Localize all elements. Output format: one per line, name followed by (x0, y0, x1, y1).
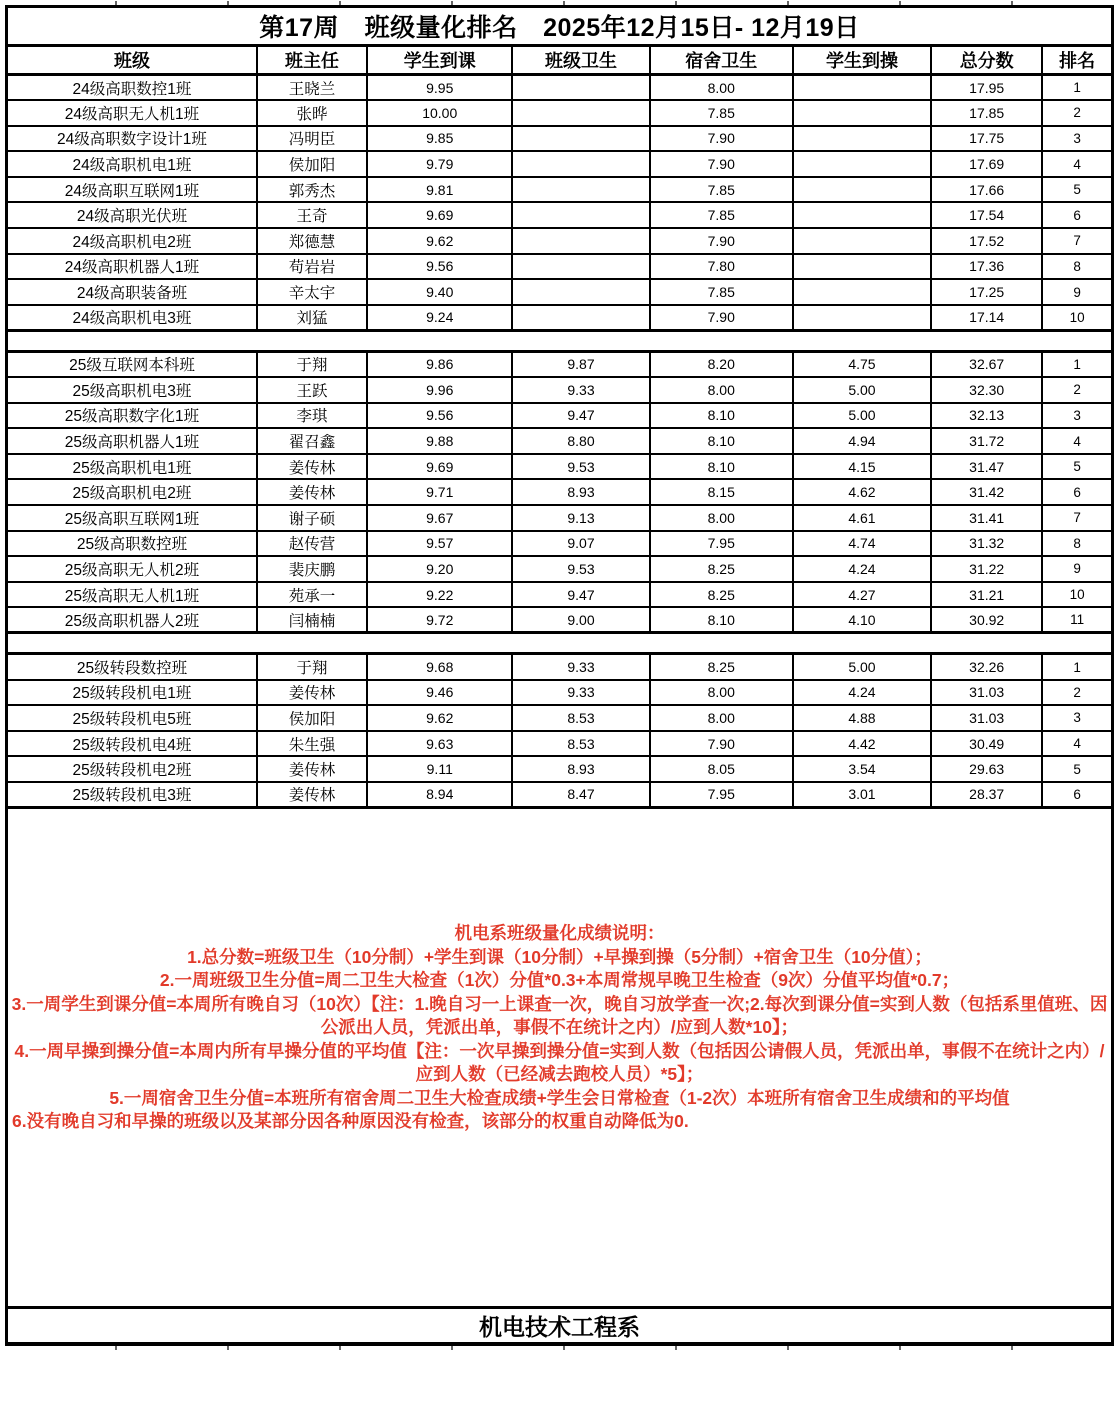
cell-total-score: 17.14 (931, 305, 1042, 331)
cell-attendance: 9.62 (367, 228, 512, 254)
cell-class-hygiene: 9.07 (512, 531, 649, 557)
notes-title: 机电系班级量化成绩说明： (454, 923, 665, 944)
cell-class-hygiene: 8.93 (512, 756, 649, 782)
cell-exercise: 3.54 (793, 756, 931, 782)
cell-exercise: 4.24 (793, 556, 931, 582)
cell-class-hygiene (512, 177, 649, 203)
cell-class: 25级转段机电1班 (7, 680, 257, 706)
cell-attendance: 9.67 (367, 505, 512, 531)
cell-attendance: 9.11 (367, 756, 512, 782)
table-row (7, 305, 1113, 331)
column-header-teacher: 班主任 (257, 46, 367, 75)
cell-exercise (793, 254, 931, 280)
cell-total-score: 17.95 (931, 75, 1042, 101)
cell-dorm-hygiene: 8.00 (650, 75, 793, 101)
notes-block (8, 809, 1111, 1134)
cell-attendance: 8.94 (367, 782, 512, 808)
column-header-total-score: 总分数 (931, 46, 1042, 75)
cell-teacher: 苟岩岩 (257, 254, 367, 280)
cell-attendance: 9.56 (367, 254, 512, 280)
cell-total-score: 31.41 (931, 505, 1042, 531)
cell-dorm-hygiene: 7.95 (650, 531, 793, 557)
cell-class: 25级转段机电4班 (7, 731, 257, 757)
cell-teacher: 姜传林 (257, 454, 367, 480)
note-line-5: 5.一周宿舍卫生分值=本班所有宿舍周二卫生大检查成绩+学生会日常检查（1-2次）本班所有宿舍卫生成绩和的平均值 (109, 1087, 1010, 1108)
cell-class-hygiene (512, 100, 649, 126)
cell-teacher: 于翔 (257, 351, 367, 377)
cell-class-hygiene (512, 75, 649, 101)
table-row (7, 531, 1113, 557)
cell-exercise: 4.24 (793, 680, 931, 706)
cell-class: 25级转段机电2班 (7, 756, 257, 782)
cell-class-hygiene (512, 202, 649, 228)
cell-rank: 9 (1042, 556, 1112, 582)
cell-class: 24级高职机电3班 (7, 305, 257, 331)
cell-total-score: 31.32 (931, 531, 1042, 557)
table-row (7, 705, 1113, 731)
cell-class: 24级高职无人机1班 (7, 100, 257, 126)
cell-rank: 8 (1042, 531, 1112, 557)
cell-dorm-hygiene: 7.80 (650, 254, 793, 280)
table-row (7, 505, 1113, 531)
cell-class-hygiene (512, 228, 649, 254)
column-header-rank: 排名 (1042, 46, 1112, 75)
cell-class-hygiene (512, 305, 649, 331)
table-row (7, 782, 1113, 808)
note-line-2: 2.一周班级卫生分值=周二卫生大检查（1次）分值*0.3+本周常规早晚卫生检查（9次）分值平均值*0.7； (159, 970, 960, 991)
cell-exercise: 5.00 (793, 377, 931, 403)
cell-rank: 3 (1042, 705, 1112, 731)
cell-rank: 6 (1042, 782, 1112, 808)
cell-teacher: 朱生强 (257, 731, 367, 757)
cell-class-hygiene: 8.47 (512, 782, 649, 808)
cell-total-score: 17.66 (931, 177, 1042, 203)
cell-rank: 4 (1042, 731, 1112, 757)
table-row (7, 582, 1113, 608)
table-row (7, 479, 1113, 505)
cell-attendance: 9.63 (367, 731, 512, 757)
column-header-attendance: 学生到课 (367, 46, 512, 75)
cell-total-score: 31.03 (931, 680, 1042, 706)
cell-dorm-hygiene: 7.85 (650, 177, 793, 203)
cell-class: 24级高职数控1班 (7, 75, 257, 101)
cell-rank: 11 (1042, 607, 1112, 633)
cell-attendance: 9.56 (367, 403, 512, 429)
cell-rank: 1 (1042, 654, 1112, 680)
cell-dorm-hygiene: 7.90 (650, 731, 793, 757)
cell-dorm-hygiene: 8.00 (650, 680, 793, 706)
cell-class-hygiene: 9.33 (512, 377, 649, 403)
column-header-exercise: 学生到操 (793, 46, 931, 75)
cell-teacher: 侯加阳 (257, 151, 367, 177)
cell-exercise (793, 279, 931, 305)
cell-attendance: 9.85 (367, 126, 512, 152)
cell-attendance: 9.69 (367, 202, 512, 228)
cell-rank: 9 (1042, 279, 1112, 305)
cell-dorm-hygiene: 8.00 (650, 505, 793, 531)
cell-rank: 1 (1042, 351, 1112, 377)
table-header-row (7, 46, 1113, 75)
cell-total-score: 30.92 (931, 607, 1042, 633)
cell-rank: 7 (1042, 505, 1112, 531)
cell-attendance: 9.69 (367, 454, 512, 480)
cell-class: 25级高职机电1班 (7, 454, 257, 480)
cell-teacher: 冯明臣 (257, 126, 367, 152)
cell-exercise: 4.88 (793, 705, 931, 731)
cell-teacher: 苑承一 (257, 582, 367, 608)
cell-class: 24级高职机电2班 (7, 228, 257, 254)
cell-rank: 3 (1042, 403, 1112, 429)
cell-attendance: 9.24 (367, 305, 512, 331)
cell-attendance: 9.86 (367, 351, 512, 377)
notes-row (7, 808, 1113, 1308)
cell-dorm-hygiene: 7.95 (650, 782, 793, 808)
table-row (7, 403, 1113, 429)
cell-class-hygiene (512, 126, 649, 152)
section-separator-row (7, 330, 1113, 351)
cell-rank: 2 (1042, 100, 1112, 126)
table-row (7, 654, 1113, 680)
cell-rank: 1 (1042, 75, 1112, 101)
table-row (7, 151, 1113, 177)
cell-teacher: 郭秀杰 (257, 177, 367, 203)
cell-total-score: 17.25 (931, 279, 1042, 305)
page-title: 第17周 班级量化排名 2025年12月15日- 12月19日 (7, 7, 1113, 46)
cell-class-hygiene: 9.33 (512, 654, 649, 680)
cell-teacher: 于翔 (257, 654, 367, 680)
cell-rank: 4 (1042, 428, 1112, 454)
cell-dorm-hygiene: 8.10 (650, 428, 793, 454)
cell-dorm-hygiene: 8.25 (650, 654, 793, 680)
cell-exercise (793, 126, 931, 152)
cell-class: 24级高职互联网1班 (7, 177, 257, 203)
table-row (7, 428, 1113, 454)
notes-cell (7, 808, 1113, 1308)
cell-teacher: 裴庆鹏 (257, 556, 367, 582)
cell-class: 24级高职光伏班 (7, 202, 257, 228)
cell-rank: 7 (1042, 228, 1112, 254)
cell-rank: 2 (1042, 680, 1112, 706)
cell-class: 25级高职机器人2班 (7, 607, 257, 633)
cell-attendance: 10.00 (367, 100, 512, 126)
title-row (7, 7, 1113, 46)
cell-dorm-hygiene: 7.90 (650, 126, 793, 152)
cell-exercise (793, 228, 931, 254)
cell-attendance: 9.40 (367, 279, 512, 305)
cell-teacher: 闫楠楠 (257, 607, 367, 633)
cell-exercise: 4.61 (793, 505, 931, 531)
cell-total-score: 17.36 (931, 254, 1042, 280)
cell-rank: 6 (1042, 479, 1112, 505)
table-row (7, 177, 1113, 203)
cell-rank: 10 (1042, 305, 1112, 331)
cell-rank: 4 (1042, 151, 1112, 177)
cell-total-score: 28.37 (931, 782, 1042, 808)
cell-teacher: 王晓兰 (257, 75, 367, 101)
cell-total-score: 30.49 (931, 731, 1042, 757)
cell-exercise: 4.94 (793, 428, 931, 454)
cell-rank: 8 (1042, 254, 1112, 280)
cell-rank: 5 (1042, 756, 1112, 782)
cell-exercise: 4.42 (793, 731, 931, 757)
cell-rank: 10 (1042, 582, 1112, 608)
column-header-class-hygiene: 班级卫生 (512, 46, 649, 75)
table-row (7, 100, 1113, 126)
cell-total-score: 17.75 (931, 126, 1042, 152)
cell-attendance: 9.71 (367, 479, 512, 505)
cell-dorm-hygiene: 7.85 (650, 202, 793, 228)
cell-attendance: 9.79 (367, 151, 512, 177)
cell-teacher: 侯加阳 (257, 705, 367, 731)
cell-teacher: 谢子硕 (257, 505, 367, 531)
cell-total-score: 31.72 (931, 428, 1042, 454)
cell-dorm-hygiene: 8.05 (650, 756, 793, 782)
cell-teacher: 赵传营 (257, 531, 367, 557)
cell-total-score: 31.03 (931, 705, 1042, 731)
cell-class: 25级转段机电5班 (7, 705, 257, 731)
cell-dorm-hygiene: 8.10 (650, 607, 793, 633)
cell-class: 25级高职互联网1班 (7, 505, 257, 531)
cell-class-hygiene: 9.00 (512, 607, 649, 633)
cell-total-score: 31.47 (931, 454, 1042, 480)
cell-total-score: 17.69 (931, 151, 1042, 177)
cell-exercise (793, 177, 931, 203)
cell-class: 25级高职无人机2班 (7, 556, 257, 582)
cell-rank: 2 (1042, 377, 1112, 403)
cell-class-hygiene: 8.53 (512, 731, 649, 757)
section-separator-row (7, 633, 1113, 654)
cell-class: 25级高职机电3班 (7, 377, 257, 403)
cell-exercise: 4.27 (793, 582, 931, 608)
table-row (7, 756, 1113, 782)
cell-attendance: 9.20 (367, 556, 512, 582)
cell-class: 25级高职机器人1班 (7, 428, 257, 454)
cell-teacher: 王奇 (257, 202, 367, 228)
table-row (7, 454, 1113, 480)
cell-total-score: 32.67 (931, 351, 1042, 377)
table-row (7, 228, 1113, 254)
cell-rank: 3 (1042, 126, 1112, 152)
cell-teacher: 郑德慧 (257, 228, 367, 254)
cell-rank: 5 (1042, 177, 1112, 203)
spreadsheet-gridline-ticks-bottom (5, 1346, 1114, 1354)
cell-attendance: 9.88 (367, 428, 512, 454)
cell-teacher: 辛太宇 (257, 279, 367, 305)
cell-total-score: 17.54 (931, 202, 1042, 228)
column-header-class: 班级 (7, 46, 257, 75)
cell-dorm-hygiene: 8.25 (650, 556, 793, 582)
cell-total-score: 32.13 (931, 403, 1042, 429)
cell-exercise (793, 202, 931, 228)
cell-exercise: 4.10 (793, 607, 931, 633)
table-row (7, 377, 1113, 403)
cell-dorm-hygiene: 8.10 (650, 454, 793, 480)
table-row (7, 731, 1113, 757)
cell-class: 25级互联网本科班 (7, 351, 257, 377)
cell-class-hygiene (512, 254, 649, 280)
cell-class-hygiene: 8.53 (512, 705, 649, 731)
cell-dorm-hygiene: 7.90 (650, 305, 793, 331)
cell-class-hygiene: 9.53 (512, 556, 649, 582)
cell-class-hygiene: 9.47 (512, 403, 649, 429)
cell-rank: 6 (1042, 202, 1112, 228)
cell-total-score: 17.85 (931, 100, 1042, 126)
cell-class: 25级高职无人机1班 (7, 582, 257, 608)
note-line-4: 4.一周早操到操分值=本周内所有早操分值的平均值【注：一次早操到操分值=实到人数（包括因公请假人员，凭派出单，事假不在统计之内）/应到人数（已经减去跑校人员）*5】； (14, 1040, 1105, 1085)
cell-class-hygiene: 9.53 (512, 454, 649, 480)
cell-attendance: 9.68 (367, 654, 512, 680)
cell-teacher: 李琪 (257, 403, 367, 429)
cell-class-hygiene: 9.13 (512, 505, 649, 531)
note-line-6: 6.没有晚自习和早操的班级以及某部分因各种原因没有检查，该部分的权重自动降低为0. (12, 1111, 689, 1132)
cell-attendance: 9.96 (367, 377, 512, 403)
cell-exercise (793, 75, 931, 101)
cell-attendance: 9.95 (367, 75, 512, 101)
table-row (7, 556, 1113, 582)
cell-class-hygiene: 9.47 (512, 582, 649, 608)
cell-class-hygiene: 8.93 (512, 479, 649, 505)
cell-teacher: 姜传林 (257, 756, 367, 782)
cell-dorm-hygiene: 7.85 (650, 100, 793, 126)
cell-total-score: 31.21 (931, 582, 1042, 608)
cell-teacher: 姜传林 (257, 479, 367, 505)
cell-total-score: 31.42 (931, 479, 1042, 505)
cell-exercise: 5.00 (793, 654, 931, 680)
cell-class-hygiene: 8.80 (512, 428, 649, 454)
table-row (7, 351, 1113, 377)
cell-dorm-hygiene: 8.20 (650, 351, 793, 377)
cell-exercise (793, 151, 931, 177)
cell-dorm-hygiene: 7.90 (650, 228, 793, 254)
cell-attendance: 9.57 (367, 531, 512, 557)
cell-dorm-hygiene: 8.10 (650, 403, 793, 429)
table-row (7, 279, 1113, 305)
table-row (7, 254, 1113, 280)
cell-exercise: 5.00 (793, 403, 931, 429)
cell-exercise: 4.62 (793, 479, 931, 505)
cell-dorm-hygiene: 7.85 (650, 279, 793, 305)
cell-dorm-hygiene: 8.25 (650, 582, 793, 608)
table-row (7, 75, 1113, 101)
column-header-dorm-hygiene: 宿舍卫生 (650, 46, 793, 75)
cell-exercise: 4.15 (793, 454, 931, 480)
cell-teacher: 姜传林 (257, 782, 367, 808)
table-row (7, 607, 1113, 633)
cell-exercise: 3.01 (793, 782, 931, 808)
cell-exercise (793, 100, 931, 126)
cell-total-score: 32.26 (931, 654, 1042, 680)
note-line-3: 3.一周学生到课分值=本周所有晚自习（10次）【注：1.晚自习一上课查一次，晚自习放学查一次;2.每次到课分值=实到人数（包括系里值班、因公派出人员，凭派出单，事假不在统计之内）/应到人数*10】； (11, 993, 1108, 1038)
cell-teacher: 张晔 (257, 100, 367, 126)
cell-attendance: 9.81 (367, 177, 512, 203)
table-row (7, 126, 1113, 152)
cell-exercise: 4.74 (793, 531, 931, 557)
cell-class-hygiene (512, 151, 649, 177)
note-line-1: 1.总分数=班级卫生（10分制）+学生到课（10分制）+早操到操（5分制）+宿舍卫生（10分值）； (187, 946, 932, 967)
table-row (7, 680, 1113, 706)
cell-teacher: 王跃 (257, 377, 367, 403)
cell-class: 24级高职数字设计1班 (7, 126, 257, 152)
cell-dorm-hygiene: 8.00 (650, 705, 793, 731)
cell-class: 24级高职机器人1班 (7, 254, 257, 280)
cell-total-score: 29.63 (931, 756, 1042, 782)
class-ranking-table (5, 5, 1114, 1346)
cell-attendance: 9.46 (367, 680, 512, 706)
cell-class: 24级高职机电1班 (7, 151, 257, 177)
cell-class: 25级转段数控班 (7, 654, 257, 680)
cell-attendance: 9.22 (367, 582, 512, 608)
department-footer: 机电技术工程系 (7, 1308, 1113, 1345)
cell-class: 24级高职装备班 (7, 279, 257, 305)
cell-class-hygiene: 9.87 (512, 351, 649, 377)
cell-total-score: 31.22 (931, 556, 1042, 582)
cell-dorm-hygiene: 7.90 (650, 151, 793, 177)
cell-class: 25级高职数字化1班 (7, 403, 257, 429)
cell-attendance: 9.62 (367, 705, 512, 731)
cell-class: 25级高职机电2班 (7, 479, 257, 505)
cell-total-score: 32.30 (931, 377, 1042, 403)
cell-teacher: 翟召鑫 (257, 428, 367, 454)
cell-attendance: 9.72 (367, 607, 512, 633)
cell-exercise: 4.75 (793, 351, 931, 377)
cell-total-score: 17.52 (931, 228, 1042, 254)
cell-teacher: 刘猛 (257, 305, 367, 331)
cell-class-hygiene: 9.33 (512, 680, 649, 706)
cell-dorm-hygiene: 8.15 (650, 479, 793, 505)
cell-class: 25级高职数控班 (7, 531, 257, 557)
footer-row (7, 1308, 1113, 1345)
cell-class: 25级转段机电3班 (7, 782, 257, 808)
table-row (7, 202, 1113, 228)
cell-exercise (793, 305, 931, 331)
cell-dorm-hygiene: 8.00 (650, 377, 793, 403)
cell-class-hygiene (512, 279, 649, 305)
cell-rank: 5 (1042, 454, 1112, 480)
cell-teacher: 姜传林 (257, 680, 367, 706)
